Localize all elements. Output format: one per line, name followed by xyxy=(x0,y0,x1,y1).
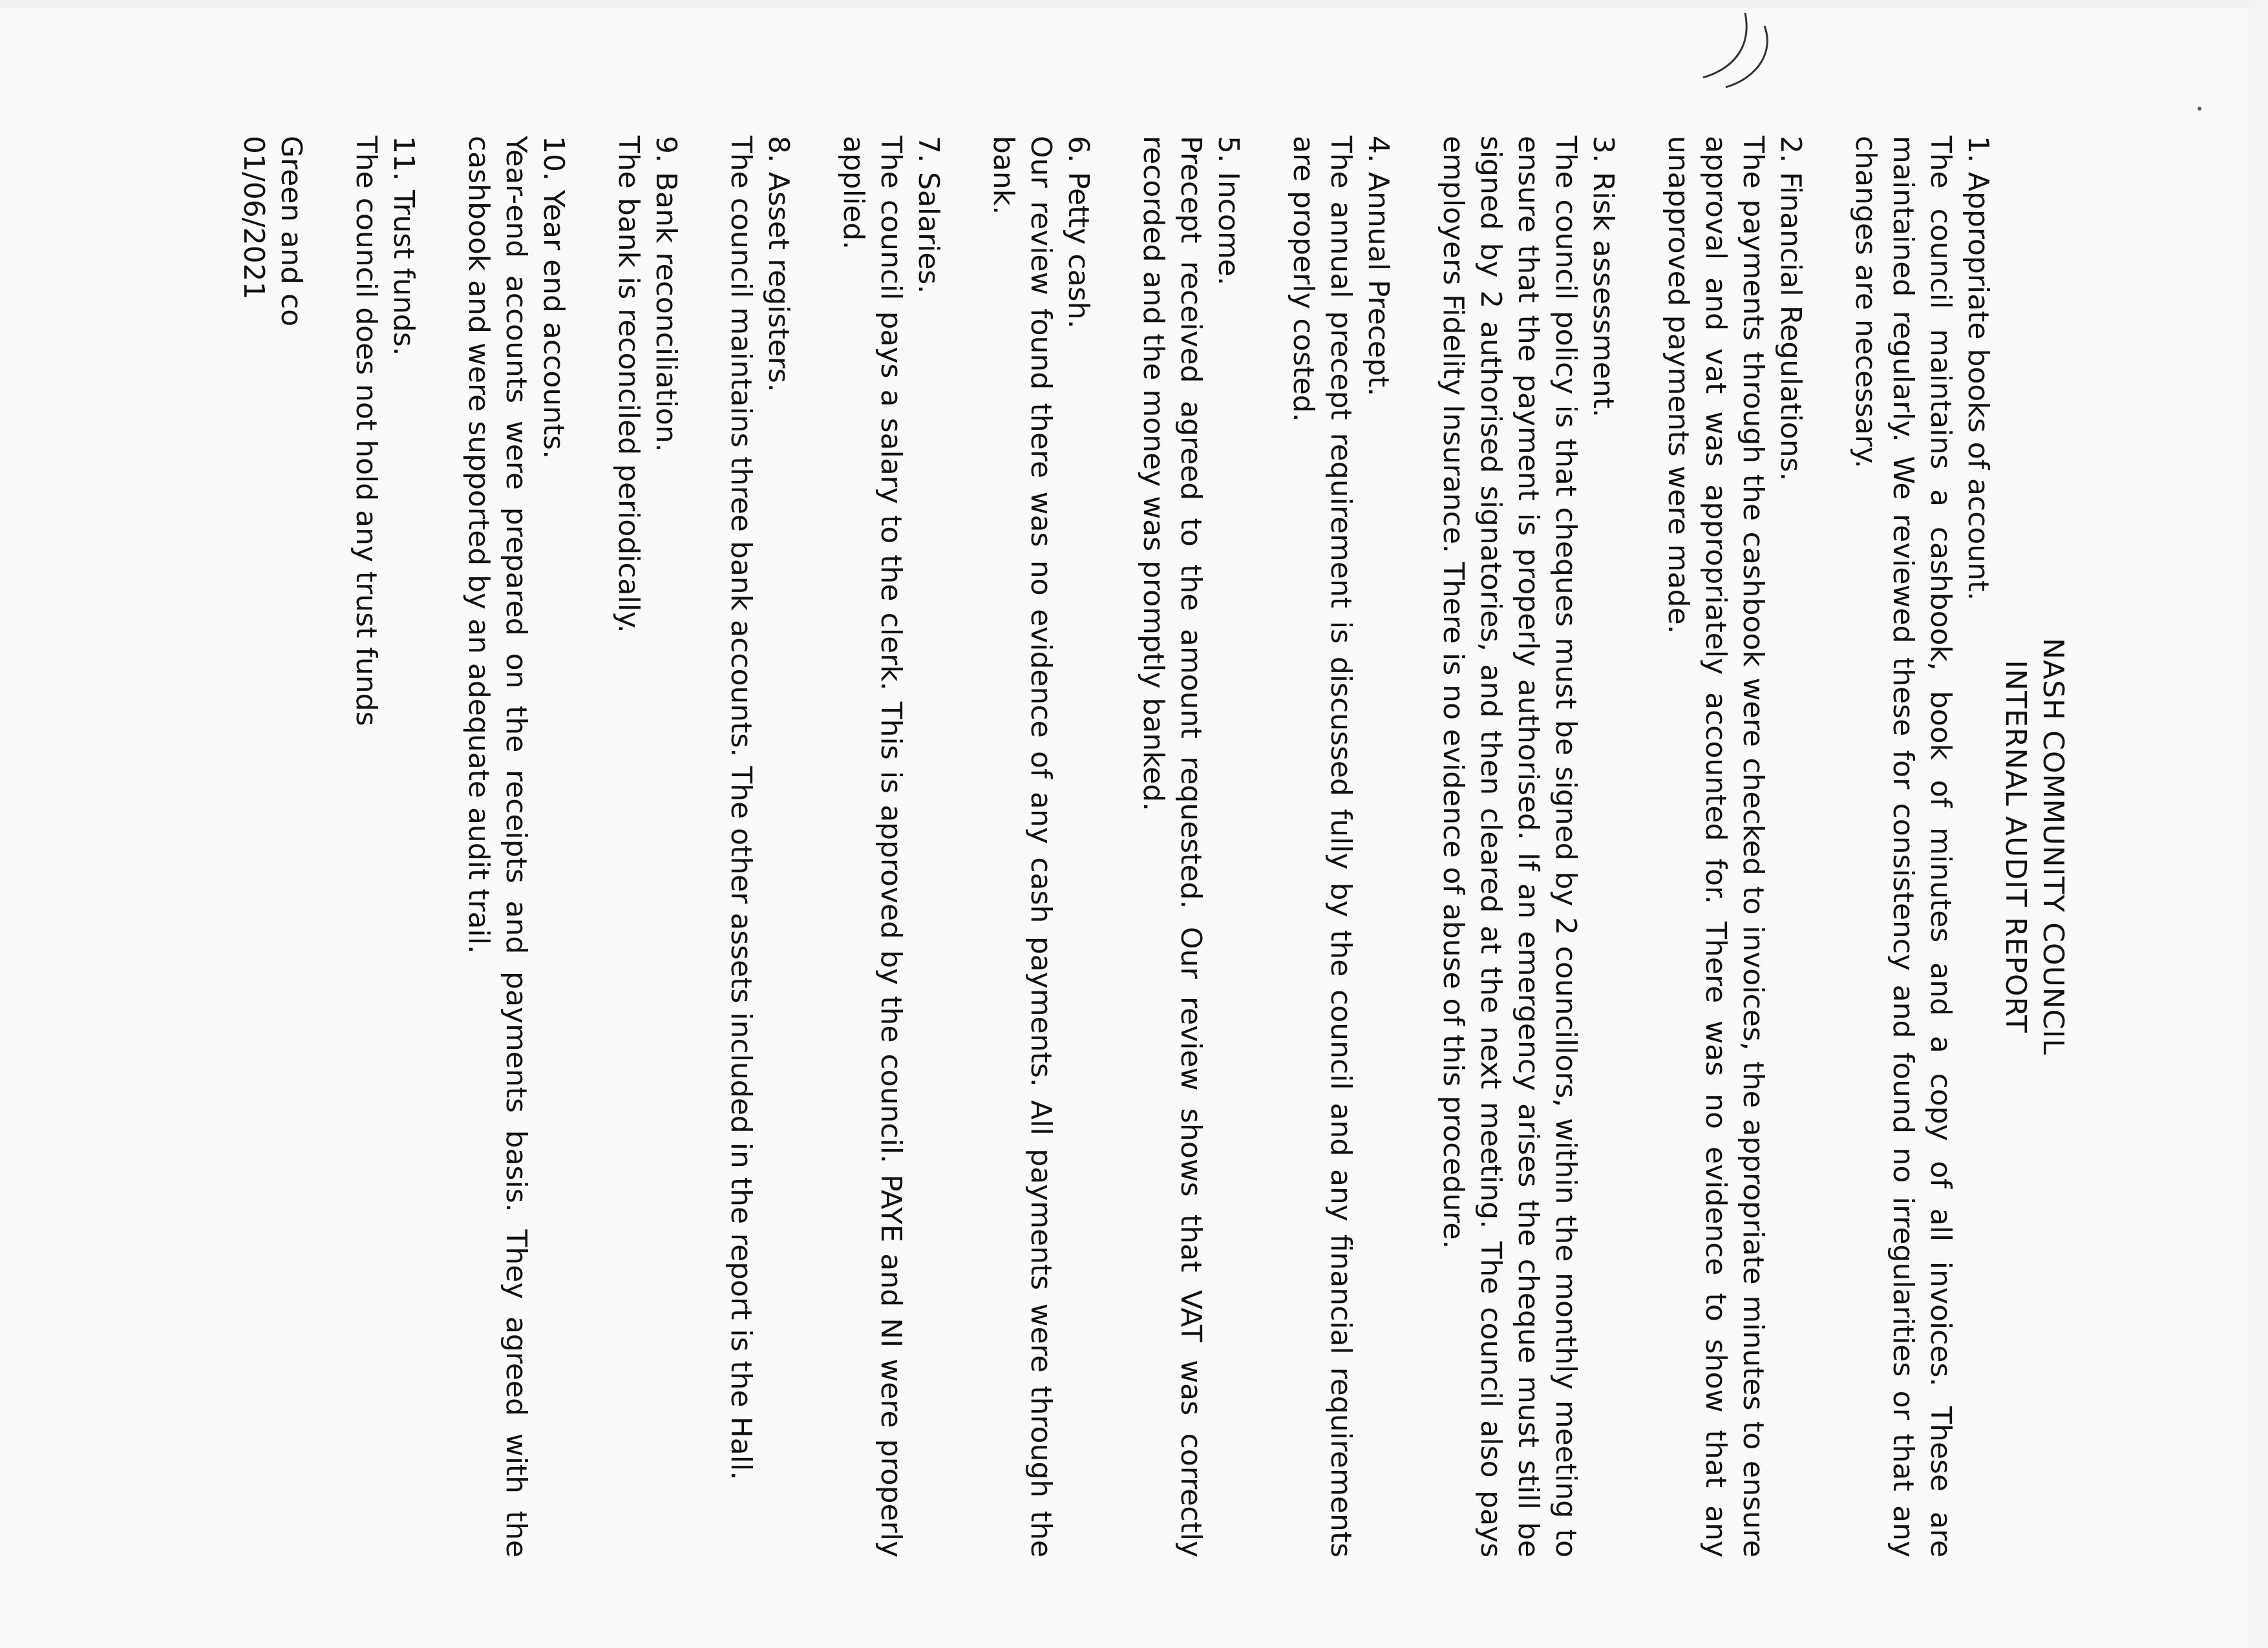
section-body: The council maintains three bank accounts. The other assets included in the report is the Hall. xyxy=(725,136,758,1481)
rotated-page xyxy=(94,136,2072,1558)
signature-date: 01/06/2021 xyxy=(237,136,270,300)
section-4 xyxy=(1284,136,1397,1558)
section-heading: 9. Bank reconciliation. xyxy=(650,136,683,452)
section-9 xyxy=(609,136,684,1558)
section-10 xyxy=(460,136,572,1558)
signature-block xyxy=(235,136,310,1558)
signature-name: Green and co xyxy=(275,136,308,327)
section-body: Year-end accounts were prepared on the receipts and payments basis. They agreed with the cashbook and were supported by an adequate audit trail. xyxy=(462,136,533,1558)
section-heading: 1. Appropriate books of account. xyxy=(1962,136,1995,601)
section-body: The council maintains a cashbook, book of minutes and a copy of all invoices. These are maintained regularly. We reviewed these for consistency and found no irregularities or that any changes are necessary. xyxy=(1849,136,1957,1558)
title-line-2: INTERNAL AUDIT REPORT xyxy=(1999,660,2032,1033)
section-body: The council pays a salary to the clerk. This is approved by the council. PAYE and NI were properly applied. xyxy=(837,136,907,1558)
section-body: The council policy is that cheques must be signed by 2 councillors, within the monthly meeting to ensure that the payment is properly authorised. If an emergency arises the cheque must still be signed by 2 authorised signatories, and then cleared at the next meeting. The council also pays employers Fidelity Insurance. There is no evidence of abuse of this procedure. xyxy=(1437,136,1582,1558)
section-5 xyxy=(1134,136,1247,1558)
section-body: The bank is reconciled periodically. xyxy=(612,136,645,633)
section-heading: 2. Financial Regulations. xyxy=(1774,136,1807,481)
section-1 xyxy=(1847,136,1997,1558)
section-heading: 11. Trust funds. xyxy=(387,136,420,356)
section-7 xyxy=(834,136,947,1558)
pen-mark xyxy=(1690,6,1781,97)
section-body: The annual precept requirement is discussed fully by the council and any financial requirements are properly costed. xyxy=(1287,136,1357,1558)
section-6 xyxy=(984,136,1097,1558)
section-3 xyxy=(1434,136,1622,1558)
section-heading: 5. Income. xyxy=(1212,136,1245,286)
title-line-1: NASH COMMUNITY COUNCIL xyxy=(2037,638,2070,1055)
section-heading: 7. Salaries. xyxy=(912,136,945,294)
section-heading: 8. Asset registers. xyxy=(762,136,795,392)
section-body: The payments through the cashbook were checked to invoices, the appropriate minutes to ensure approval and vat was appropriately accounted for. There was no evidence to show that any unapproved payments were made. xyxy=(1662,136,1770,1558)
section-8 xyxy=(722,136,797,1558)
section-heading: 4. Annual Precept. xyxy=(1362,136,1395,397)
section-heading: 10. Year end accounts. xyxy=(537,136,570,460)
section-body: Precept received agreed to the amount requested. Our review shows that VAT was correctly recorded and the money was promptly banked. xyxy=(1137,136,1207,1558)
section-body: Our review found there was no evidence of any cash payments. All payments were through the bank. xyxy=(987,136,1057,1558)
section-body: The council does not hold any trust funds xyxy=(350,136,383,726)
section-heading: 6. Petty cash. xyxy=(1062,136,1095,329)
scan-edge-top xyxy=(0,0,2268,8)
scan-edge-right xyxy=(2249,0,2268,1648)
scan-speck xyxy=(2198,107,2201,111)
section-11 xyxy=(347,136,422,1558)
section-2 xyxy=(1659,136,1809,1558)
section-heading: 3. Risk assessment. xyxy=(1587,136,1620,417)
